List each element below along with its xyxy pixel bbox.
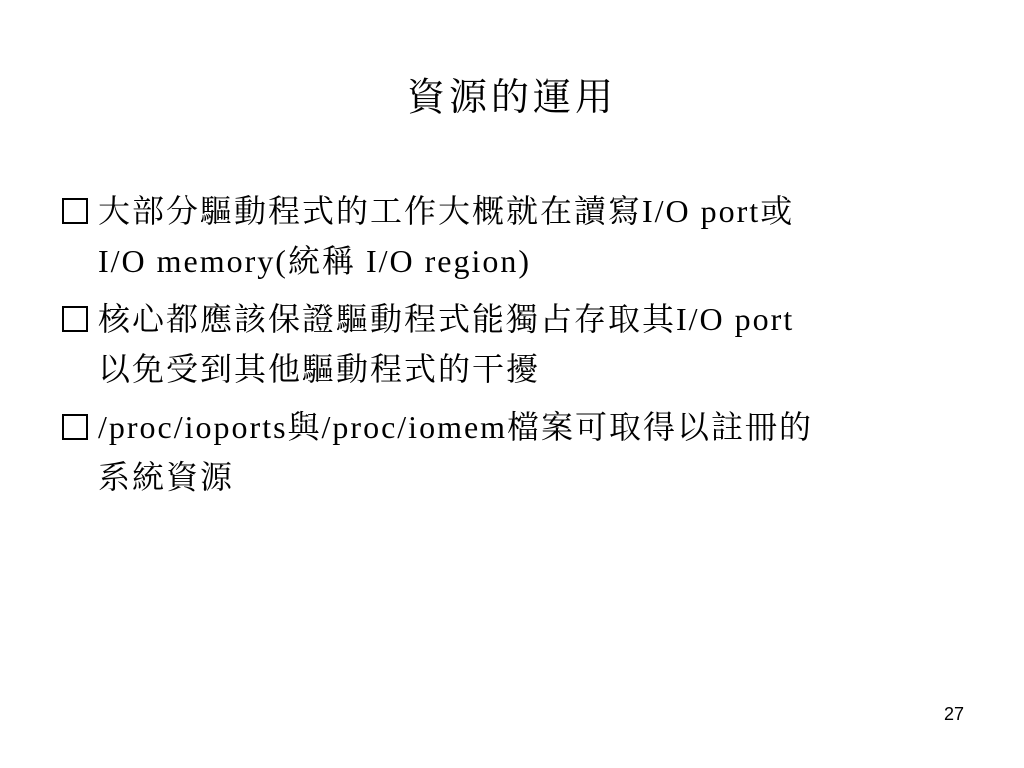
square-box-icon [62,306,88,332]
bullet-text: 大部分驅動程式的工作大概就在讀寫I/O port或 I/O memory(統稱 I/O region) [98,193,795,279]
square-box-icon [62,414,88,440]
bullet-list [62,186,922,510]
list-item [62,186,922,286]
list-item [62,402,922,502]
bullet-text: 核心都應該保證驅動程式能獨占存取其I/O port 以免受到其他驅動程式的干擾 [98,301,795,387]
list-item [62,294,922,394]
bullet-text: /proc/ioports與/proc/iomem檔案可取得以註冊的 系統資源 [98,409,814,495]
slide-title: 資源的運用 [406,77,617,119]
square-box-icon [62,198,88,224]
page-number: 27 [943,704,964,724]
